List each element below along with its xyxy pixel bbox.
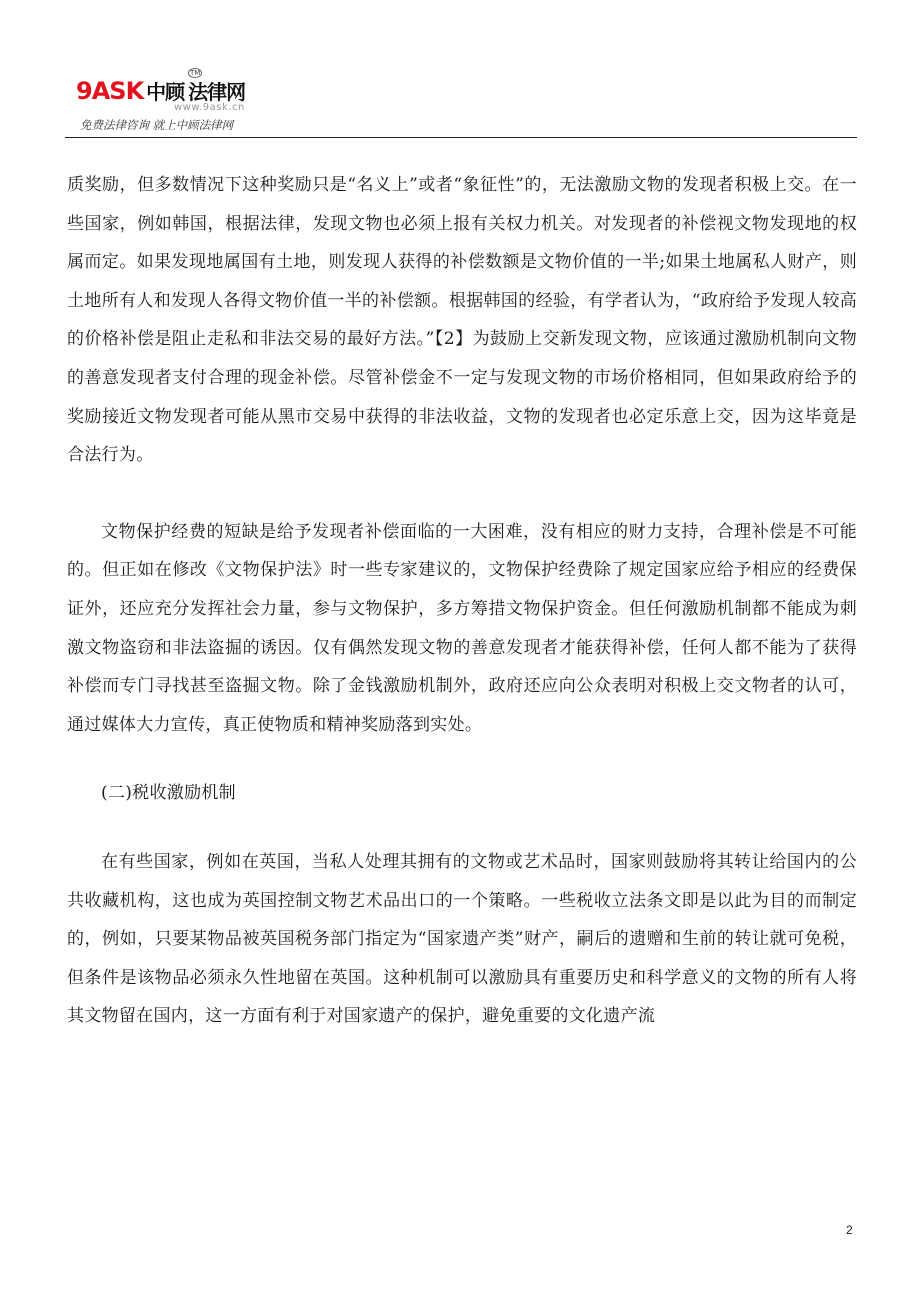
paragraph-funding: 文物保护经费的短缺是给予发现者补偿面临的一大困难，没有相应的财力支持，合理补偿是不可能的。但正如在修改《文物保护法》时一些专家建议的，文物保护经费除了规定国家应给予相应的经费保证外，还应充分发挥社会力量，参与文物保护，多方筹措文物保护资金。但任何激励机制都不能成为刺激文物盗窃和非法盗掘的诱因。仅有偶然发现文物的善意发现者才能获得补偿，任何人都不能为了获得补偿而专门寻找甚至盗掘文物。除了金钱激励机制外，政府还应向公众表明对积极上交文物者的认可，通过媒体大力宣传，真正使物质和精神奖励落到实处。 — [67, 521, 857, 735]
logo-zhonggu: 中顾 — [146, 80, 185, 104]
paragraph-tax-incentive: 在有些国家，例如在英国，当私人处理其拥有的文物或艺术品时，国家则鼓励将其转让给国内的公共收藏机构，这也成为英国控制文物艺术品出口的一个策略。一些税收立法条文即是以此为目的而制定的，例如，只要某物品被英国税务部门指定为“国家遗产类”财产，嗣后的遗赠和生前的转让就可免税，但条件是该物品必须永久性地留在英国。这种机制可以激励具有重要历史和科学意义的文物的所有人将其文物留在国内，这一方面有利于对国家遗产的保护，避免重要的文化遗产流 — [67, 851, 857, 1027]
paragraph-continued: 质奖励，但多数情况下这种奖励只是“名义上”或者“象征性”的，无法激励文物的发现者积极上交。在一些国家，例如韩国，根据法律，发现文物也必须上报有关权力机关。对发现者的补偿视文物发现地的权属而定。如果发现地属国有土地，则发现人获得的补偿数额是文物价值的一半;如果土地属私人财产，则土地所有人和发现人各得文物价值一半的补偿额。根据韩国的经验，有学者认为，“政府给予发现人较高的价格补偿是阻止走私和非法交易的最好方法。”【2】为鼓励上交新发现文物，应该通过激励机制向文物的善意发现者支付合理的现金补偿。尽管补偿金不一定与发现文物的市场价格相同，但如果政府给予的奖励接近文物发现者可能从黑市交易中获得的非法收益，文物的发现者也必定乐意上交，因为这毕竟是合法行为。 — [67, 175, 857, 466]
site-logo — [76, 68, 276, 130]
section-heading: (二)税收激励机制 — [101, 783, 236, 804]
logo-ask: ASK — [91, 77, 144, 105]
page-number: 2 — [846, 1223, 853, 1237]
logo-falvwang: 法律网 — [188, 80, 246, 104]
document-body — [67, 166, 857, 1036]
paragraph-gap — [67, 813, 857, 843]
page-header — [0, 0, 920, 140]
logo-slogan: 免费法律咨询 就上中顾法律网 — [80, 118, 234, 132]
header-divider — [65, 137, 857, 138]
paragraph-gap — [67, 475, 857, 513]
trademark-mark: TM — [190, 69, 201, 77]
logo-nine: 9 — [76, 77, 92, 105]
logo-url: www.9ask.cn — [174, 102, 245, 113]
paragraph-gap — [67, 744, 857, 774]
logo-wordmark — [76, 76, 245, 105]
